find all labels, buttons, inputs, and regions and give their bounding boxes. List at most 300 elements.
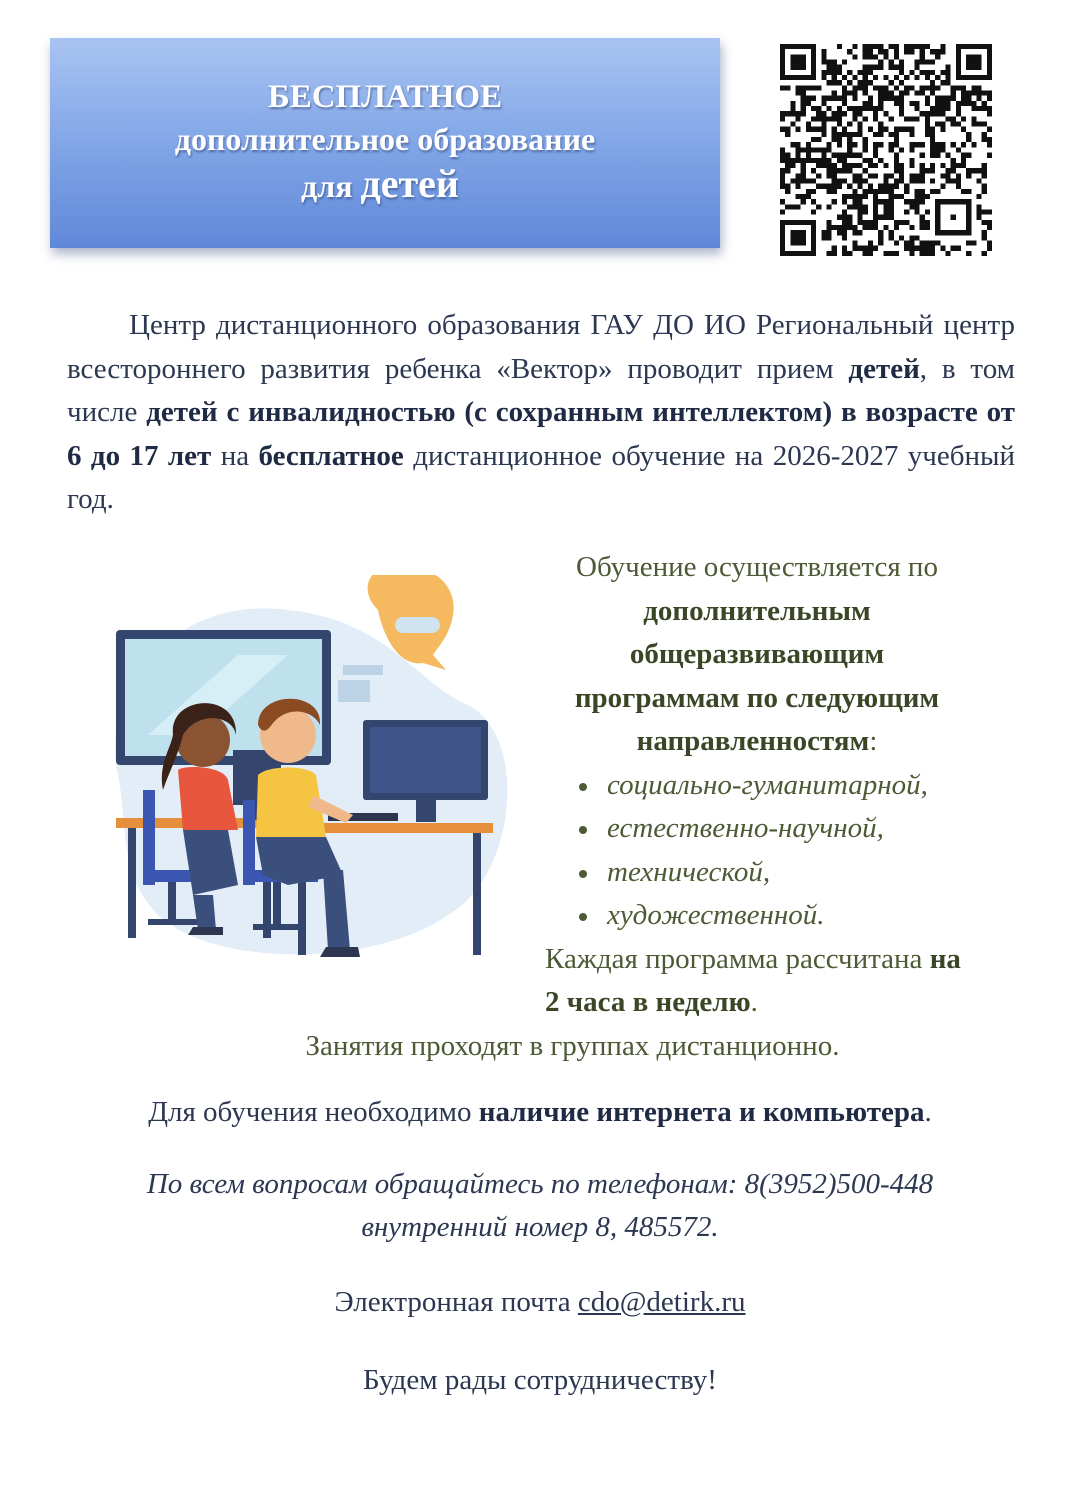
qr-module [894, 65, 899, 70]
qr-module [987, 137, 992, 142]
qr-module [827, 60, 832, 65]
qr-module [961, 91, 966, 96]
qr-module [971, 122, 976, 127]
qr-module [940, 44, 945, 49]
qr-module [780, 153, 785, 158]
qr-module [837, 122, 842, 127]
qr-module [821, 70, 826, 75]
qr-module [951, 158, 956, 163]
qr-module [940, 106, 945, 111]
qr-module [837, 137, 842, 142]
qr-module [925, 60, 930, 65]
list-item: технической, [579, 851, 1025, 895]
qr-module [920, 246, 925, 251]
qr-module [878, 85, 883, 90]
qr-module [873, 111, 878, 116]
qr-module [971, 142, 976, 147]
qr-module [863, 194, 868, 199]
qr-module [920, 194, 925, 199]
qr-module [914, 209, 919, 214]
qr-module [883, 85, 888, 90]
qr-module [858, 153, 863, 158]
qr-module [785, 168, 790, 173]
qr-module [976, 178, 981, 183]
qr-module [889, 189, 894, 194]
qr-module [868, 65, 873, 70]
qr-module [940, 127, 945, 132]
qr-module [780, 111, 785, 116]
qr-module [816, 127, 821, 132]
qr-module [878, 106, 883, 111]
qr-module [827, 235, 832, 240]
qr-module [873, 65, 878, 70]
qr-module [785, 127, 790, 132]
qr-module [914, 60, 919, 65]
qr-module [951, 116, 956, 121]
qr-module [858, 220, 863, 225]
qr-module [894, 142, 899, 147]
qr-module [899, 194, 904, 199]
qr-module [863, 225, 868, 230]
qr-module [914, 235, 919, 240]
qr-module [920, 189, 925, 194]
qr-module [982, 106, 987, 111]
qr-module [821, 158, 826, 163]
qr-module [909, 158, 914, 163]
qr-module [780, 173, 785, 178]
qr-module [796, 85, 801, 90]
qr-module [904, 246, 909, 251]
qr-module [847, 106, 852, 111]
qr-module [925, 101, 930, 106]
qr-module [894, 240, 899, 245]
qr-module [790, 163, 795, 168]
qr-module [806, 142, 811, 147]
qr-module [889, 96, 894, 101]
qr-module [863, 220, 868, 225]
qr-module [899, 106, 904, 111]
qr-module [837, 70, 842, 75]
qr-module [832, 225, 837, 230]
qr-module [971, 85, 976, 90]
closing-line: Будем рады сотрудничеству! [363, 1364, 717, 1396]
qr-module [920, 199, 925, 204]
qr-module [945, 116, 950, 121]
qr-module [873, 116, 878, 121]
qr-module [883, 225, 888, 230]
qr-module [796, 173, 801, 178]
qr-module [899, 70, 904, 75]
qr-module [914, 178, 919, 183]
qr-module [920, 220, 925, 225]
qr-module [889, 44, 894, 49]
qr-module [982, 209, 987, 214]
qr-module [847, 91, 852, 96]
qr-module [858, 194, 863, 199]
qr-module [842, 75, 847, 80]
qr-module [868, 189, 873, 194]
qr-module [868, 220, 873, 225]
qr-module [878, 101, 883, 106]
qr-module [956, 173, 961, 178]
qr-module [811, 85, 816, 90]
qr-module [899, 80, 904, 85]
qr-module [821, 235, 826, 240]
qr-module [920, 153, 925, 158]
qr-module [842, 91, 847, 96]
qr-module [858, 215, 863, 220]
qr-module [956, 85, 961, 90]
qr-module [987, 153, 992, 158]
qr-module [894, 44, 899, 49]
qr-module [863, 54, 868, 59]
qr-module [852, 173, 857, 178]
qr-module [827, 173, 832, 178]
qr-module [847, 215, 852, 220]
qr-module [878, 158, 883, 163]
qr-module [873, 194, 878, 199]
qr-module [930, 70, 935, 75]
qr-module [827, 189, 832, 194]
qr-module [940, 111, 945, 116]
qr-module [821, 75, 826, 80]
qr-module [889, 173, 894, 178]
qr-module [925, 70, 930, 75]
qr-module [832, 184, 837, 189]
qr-module [821, 163, 826, 168]
email-link[interactable]: cdo@detirk.ru [577, 1286, 746, 1318]
qr-module [940, 49, 945, 54]
qr-module [894, 127, 899, 132]
qr-module [842, 85, 847, 90]
qr-module [780, 209, 785, 214]
qr-module [987, 220, 992, 225]
qr-module [945, 173, 950, 178]
qr-module [868, 96, 873, 101]
qr-module [863, 106, 868, 111]
qr-module [894, 85, 899, 90]
qr-module [858, 173, 863, 178]
qr-module [909, 70, 914, 75]
qr-module [904, 189, 909, 194]
qr-module [780, 147, 785, 152]
qr-module [847, 153, 852, 158]
qr-module [945, 80, 950, 85]
qr-module [982, 251, 987, 256]
qr-module [889, 209, 894, 214]
qr-module [858, 127, 863, 132]
intro-bold-children: детей [848, 352, 920, 385]
qr-module [827, 230, 832, 235]
qr-module [925, 132, 930, 137]
qr-module [837, 184, 842, 189]
qr-module [858, 184, 863, 189]
qr-module [873, 199, 878, 204]
email-label: Электронная почта [334, 1286, 578, 1318]
qr-module [940, 173, 945, 178]
qr-module [899, 147, 904, 152]
qr-module [842, 168, 847, 173]
qr-module [925, 116, 930, 121]
qr-module [858, 80, 863, 85]
qr-module [909, 132, 914, 137]
qr-module [925, 220, 930, 225]
qr-module [811, 178, 816, 183]
qr-module [904, 49, 909, 54]
qr-module [982, 137, 987, 142]
qr-module [889, 91, 894, 96]
qr-module [987, 111, 992, 116]
intro-text-3: на [211, 439, 259, 472]
qr-module [821, 116, 826, 121]
qr-module [930, 132, 935, 137]
qr-module [852, 75, 857, 80]
qr-module [852, 54, 857, 59]
qr-module [863, 44, 868, 49]
qr-module [976, 168, 981, 173]
directions-list [545, 764, 1025, 938]
qr-module [873, 246, 878, 251]
list-item: социально-гуманитарной, [579, 764, 1025, 808]
qr-module [780, 158, 785, 163]
qr-module [935, 75, 940, 80]
qr-module [785, 163, 790, 168]
qr-module [842, 178, 847, 183]
qr-module [847, 132, 852, 137]
qr-module [847, 225, 852, 230]
qr-module [842, 111, 847, 116]
qr-module [966, 101, 971, 106]
qr-module [935, 142, 940, 147]
qr-module [837, 153, 842, 158]
qr-module [858, 122, 863, 127]
qr-module [904, 220, 909, 225]
qr-module [821, 147, 826, 152]
qr-module [837, 168, 842, 173]
qr-module [909, 142, 914, 147]
qr-module [878, 122, 883, 127]
qr-module [837, 80, 842, 85]
qr-module [863, 137, 868, 142]
qr-module [827, 116, 832, 121]
qr-module [899, 96, 904, 101]
qr-module [821, 230, 826, 235]
qr-module [842, 101, 847, 106]
qr-module [909, 163, 914, 168]
qr-module [925, 75, 930, 80]
qr-module [951, 122, 956, 127]
qr-module [842, 194, 847, 199]
qr-module [832, 168, 837, 173]
qr-module [806, 122, 811, 127]
qr-module [806, 153, 811, 158]
qr-module [878, 240, 883, 245]
qr-module [899, 101, 904, 106]
qr-module [940, 163, 945, 168]
qr-module [785, 132, 790, 137]
qr-module [821, 96, 826, 101]
qr-module [780, 116, 785, 121]
qr-module [852, 240, 857, 245]
qr-module [878, 215, 883, 220]
qr-module [899, 220, 904, 225]
qr-module [976, 194, 981, 199]
qr-module [796, 194, 801, 199]
qr-module [899, 65, 904, 70]
qr-module [821, 111, 826, 116]
qr-module [904, 240, 909, 245]
intro-paragraph [67, 304, 1015, 522]
qr-module [832, 137, 837, 142]
qr-module [796, 178, 801, 183]
qr-module [842, 225, 847, 230]
qr-module [920, 91, 925, 96]
qr-module [966, 168, 971, 173]
qr-module [914, 65, 919, 70]
qr-module [821, 54, 826, 59]
qr-module [842, 209, 847, 214]
qr-module [878, 132, 883, 137]
qr-module [935, 122, 940, 127]
qr-module [796, 116, 801, 121]
qr-module [785, 158, 790, 163]
programs-lead: Обучение осуществляется по [576, 551, 938, 583]
qr-module [966, 91, 971, 96]
qr-module [904, 75, 909, 80]
qr-module [956, 106, 961, 111]
qr-module [842, 246, 847, 251]
qr-module [930, 106, 935, 111]
qr-module [873, 44, 878, 49]
qr-module [940, 96, 945, 101]
qr-module [961, 101, 966, 106]
qr-module [832, 178, 837, 183]
qr-module [904, 127, 909, 132]
qr-module [832, 65, 837, 70]
qr-module [909, 127, 914, 132]
qr-module [956, 122, 961, 127]
qr-module [816, 111, 821, 116]
qr-module [909, 173, 914, 178]
qr-module [811, 127, 816, 132]
qr-module [801, 106, 806, 111]
qr-module [780, 178, 785, 183]
qr-module [920, 142, 925, 147]
qr-module [837, 225, 842, 230]
qr-module [806, 158, 811, 163]
qr-module [961, 116, 966, 121]
qr-module [837, 106, 842, 111]
qr-module [816, 116, 821, 121]
qr-module [785, 184, 790, 189]
qr-module [894, 132, 899, 137]
qr-module [904, 199, 909, 204]
qr-module [811, 137, 816, 142]
intro-text-4: дистанционное обучение на 2026-2027 учебный год. [67, 439, 1015, 515]
qr-module [945, 106, 950, 111]
qr-module [796, 147, 801, 152]
qr-module [868, 44, 873, 49]
requirements-end: . [924, 1096, 932, 1128]
qr-module [852, 163, 857, 168]
qr-module [863, 116, 868, 121]
requirements-bold: наличие интернета и компьютера [478, 1096, 925, 1128]
qr-module [945, 65, 950, 70]
qr-code[interactable] [780, 44, 992, 256]
qr-module [796, 111, 801, 116]
qr-module [873, 106, 878, 111]
qr-module [920, 60, 925, 65]
qr-module [883, 209, 888, 214]
qr-module [951, 85, 956, 90]
qr-module [966, 153, 971, 158]
qr-module [899, 111, 904, 116]
qr-module [894, 153, 899, 158]
qr-module [842, 199, 847, 204]
qr-module [847, 80, 852, 85]
qr-module [945, 178, 950, 183]
qr-module [852, 132, 857, 137]
banner-line-2: дополнительное образование [174, 120, 596, 157]
qr-module [883, 75, 888, 80]
hours-bold-2: 2 часа в неделю [545, 986, 751, 1018]
qr-module [868, 225, 873, 230]
qr-module [832, 199, 837, 204]
qr-module [909, 178, 914, 183]
qr-module [935, 101, 940, 106]
qr-module [816, 106, 821, 111]
qr-module [847, 168, 852, 173]
qr-module [976, 209, 981, 214]
qr-module [863, 158, 868, 163]
qr-module [930, 153, 935, 158]
qr-module [852, 199, 857, 204]
qr-module [940, 142, 945, 147]
qr-module [976, 85, 981, 90]
qr-module [951, 246, 956, 251]
banner-line-1: БЕСПЛАТНОЕ [267, 79, 503, 116]
qr-module [863, 189, 868, 194]
qr-module [889, 199, 894, 204]
qr-module [868, 163, 873, 168]
qr-module [925, 246, 930, 251]
qr-module [925, 251, 930, 256]
qr-module [780, 199, 785, 204]
qr-module [842, 215, 847, 220]
qr-module [847, 251, 852, 256]
qr-module [811, 168, 816, 173]
qr-module [873, 147, 878, 152]
qr-module [883, 49, 888, 54]
qr-module [987, 225, 992, 230]
qr-module [894, 49, 899, 54]
qr-module [847, 204, 852, 209]
qr-module [909, 85, 914, 90]
qr-module [889, 60, 894, 65]
qr-module [842, 230, 847, 235]
qr-module [878, 127, 883, 132]
qr-module [852, 91, 857, 96]
qr-module [863, 65, 868, 70]
qr-module [914, 199, 919, 204]
qr-module [987, 209, 992, 214]
qr-module [925, 122, 930, 127]
qr-module [951, 142, 956, 147]
qr-module [863, 147, 868, 152]
qr-module [801, 178, 806, 183]
qr-module [987, 240, 992, 245]
qr-module [982, 220, 987, 225]
